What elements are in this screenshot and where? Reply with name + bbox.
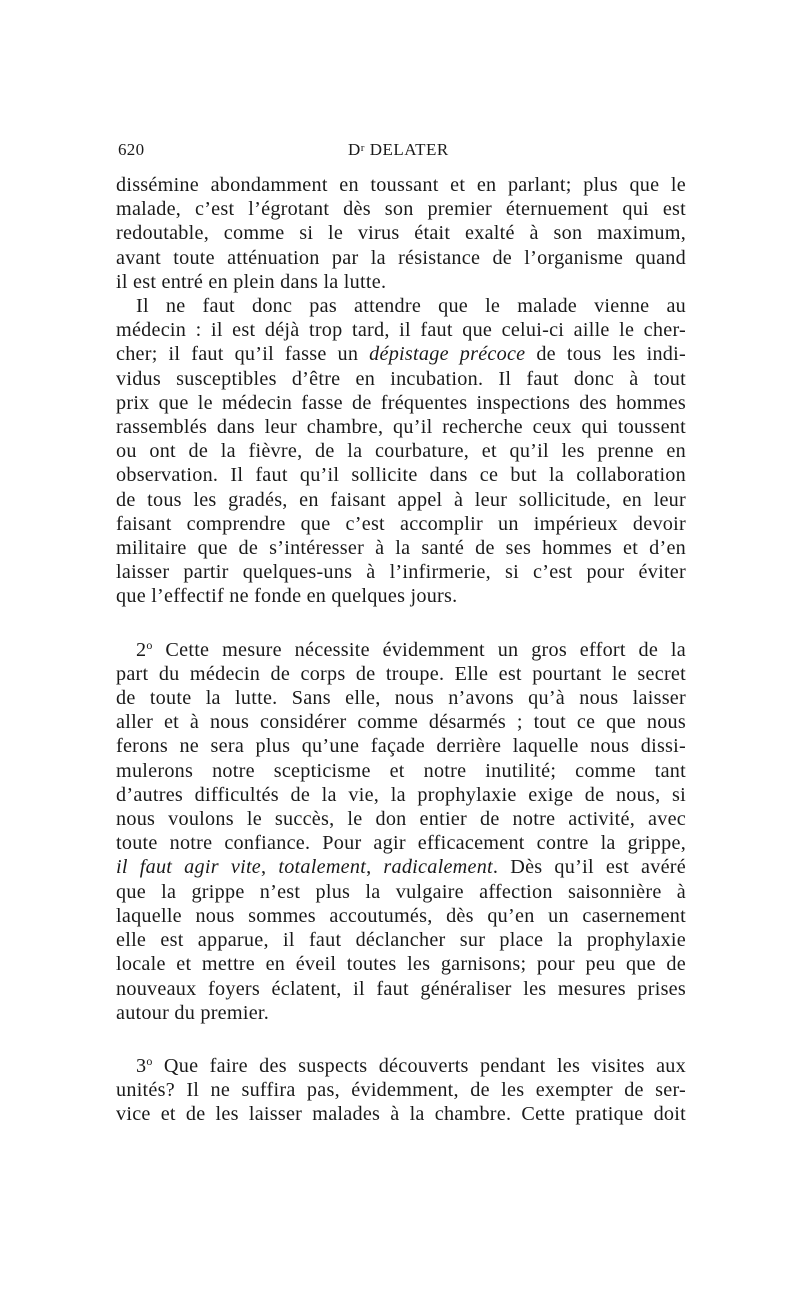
text-line: nouveaux foyers éclatent, il faut généraliser les mesures prises bbox=[116, 977, 686, 1000]
text-line: unités? Il ne suffira pas, évidemment, de les exempter de ser- bbox=[116, 1079, 686, 1102]
text-line: aller et à nous considérer comme désarmés ; tout ce que nous bbox=[116, 711, 686, 734]
italic-phrase: totalement bbox=[278, 856, 367, 879]
text-span: Dès qu’il est avéré bbox=[498, 856, 686, 879]
text-span: . bbox=[492, 856, 499, 879]
text-line: Il ne faut donc pas attendre que le malade vienne au bbox=[136, 295, 686, 318]
text-line: mulerons notre scepticisme et notre inutilité; comme tant bbox=[116, 759, 686, 782]
section-number-digit: 3 bbox=[136, 1054, 147, 1077]
text-line: ou ont de la fièvre, de la courbature, et qu’il les prenne en bbox=[116, 440, 686, 463]
section-number bbox=[136, 1055, 153, 1077]
paragraph-section-2 bbox=[116, 633, 686, 1025]
section-number-sup: o bbox=[146, 637, 153, 652]
text-line: médecin : il est déjà trop tard, il faut que celui-ci aille le cher- bbox=[116, 319, 686, 342]
running-head-name: DELATER bbox=[364, 140, 449, 159]
text-line: dissémine abondamment en toussant et en parlant; plus que le bbox=[116, 174, 686, 196]
text-line bbox=[116, 1049, 686, 1078]
paragraph-screening bbox=[116, 294, 686, 609]
italic-phrase: radicalement bbox=[383, 856, 493, 879]
running-head-prefix: D bbox=[348, 140, 361, 159]
running-head-sup: r bbox=[360, 142, 365, 154]
text-line: rassemblés dans leur chambre, qu’il recherche ceux qui toussent bbox=[116, 416, 686, 439]
text-line: redoutable, comme si le virus était exalté à son maximum, bbox=[116, 222, 686, 245]
text-line: laquelle nous sommes accoutumés, dès qu’en un casernement bbox=[116, 904, 686, 927]
text-span: de tous les indi- bbox=[525, 343, 686, 366]
text-line: d’autres difficultés de la vie, la prophylaxie exige de nous, si bbox=[116, 783, 686, 806]
text-line: toute notre confiance. Pour agir efficacement contre la grippe, bbox=[116, 832, 686, 855]
text-line: vice et de les laisser malades à la chambre. Cette pratique doit bbox=[116, 1103, 686, 1126]
text-line bbox=[116, 633, 686, 662]
text-line: autour du premier. bbox=[116, 1001, 270, 1024]
italic-phrase: dépistage précoce bbox=[369, 343, 526, 366]
text-span: Cette mesure nécessite évidemment un gros effort de la bbox=[152, 638, 686, 661]
text-line: locale et mettre en éveil toutes les garnisons; pour peu que de bbox=[116, 953, 686, 976]
text-line: ferons ne sera plus qu’une façade derrière laquelle nous dissi- bbox=[116, 735, 686, 758]
text-line: elle est apparue, il faut déclancher sur place la prophylaxie bbox=[116, 929, 686, 952]
text-span: cher; il faut qu’il fasse un bbox=[116, 343, 370, 366]
text-line bbox=[116, 855, 686, 879]
text-line: vidus susceptibles d’être en incubation. Il faut donc à tout bbox=[116, 367, 686, 390]
text-line bbox=[116, 342, 686, 366]
text-line: avant toute atténuation par la résistance de l’organisme quand bbox=[116, 246, 686, 269]
text-line: malade, c’est l’égrotant dès son premier éternuement qui est bbox=[116, 198, 686, 221]
text-line: militaire que de s’intéresser à la santé de ses hommes et d’en bbox=[116, 537, 686, 560]
text-line: part du médecin de corps de troupe. Elle est pourtant le secret bbox=[116, 662, 686, 685]
section-number-sup: o bbox=[146, 1053, 153, 1068]
text-span: , bbox=[261, 856, 279, 879]
text-line: que la grippe n’est plus la vulgaire affection saisonnière à bbox=[116, 880, 686, 903]
page-number: 620 bbox=[118, 140, 145, 159]
body-text bbox=[116, 173, 686, 1127]
page-header bbox=[116, 140, 686, 164]
text-span: Que faire des suspects découverts pendant les visites aux bbox=[152, 1054, 686, 1077]
text-line: de tous les gradés, en faisant appel à leur sollicitude, en leur bbox=[116, 488, 686, 511]
section-number bbox=[136, 639, 153, 661]
text-line: observation. Il faut qu’il sollicite dans ce but la collaboration bbox=[116, 464, 686, 487]
paragraph-section-3 bbox=[116, 1049, 686, 1127]
section-number-digit: 2 bbox=[136, 638, 147, 661]
running-head bbox=[348, 140, 449, 160]
text-line: laisser partir quelques-uns à l’infirmerie, si c’est pour éviter bbox=[116, 561, 686, 584]
text-span: , bbox=[366, 856, 384, 879]
text-line: que l’effectif ne fonde en quelques jours. bbox=[116, 585, 458, 608]
text-line: faisant comprendre que c’est accomplir un impérieux devoir bbox=[116, 512, 686, 535]
text-line: de toute la lutte. Sans elle, nous n’avons qu’à nous laisser bbox=[116, 687, 686, 710]
paragraph-continuation bbox=[116, 173, 686, 294]
text-line: il est entré en plein dans la lutte. bbox=[116, 270, 387, 293]
text-line: nous voulons le succès, le don entier de notre activité, avec bbox=[116, 808, 686, 831]
italic-phrase: il faut agir vite bbox=[116, 856, 262, 879]
text-line: prix que le médecin fasse de fréquentes inspections des hommes bbox=[116, 391, 686, 414]
